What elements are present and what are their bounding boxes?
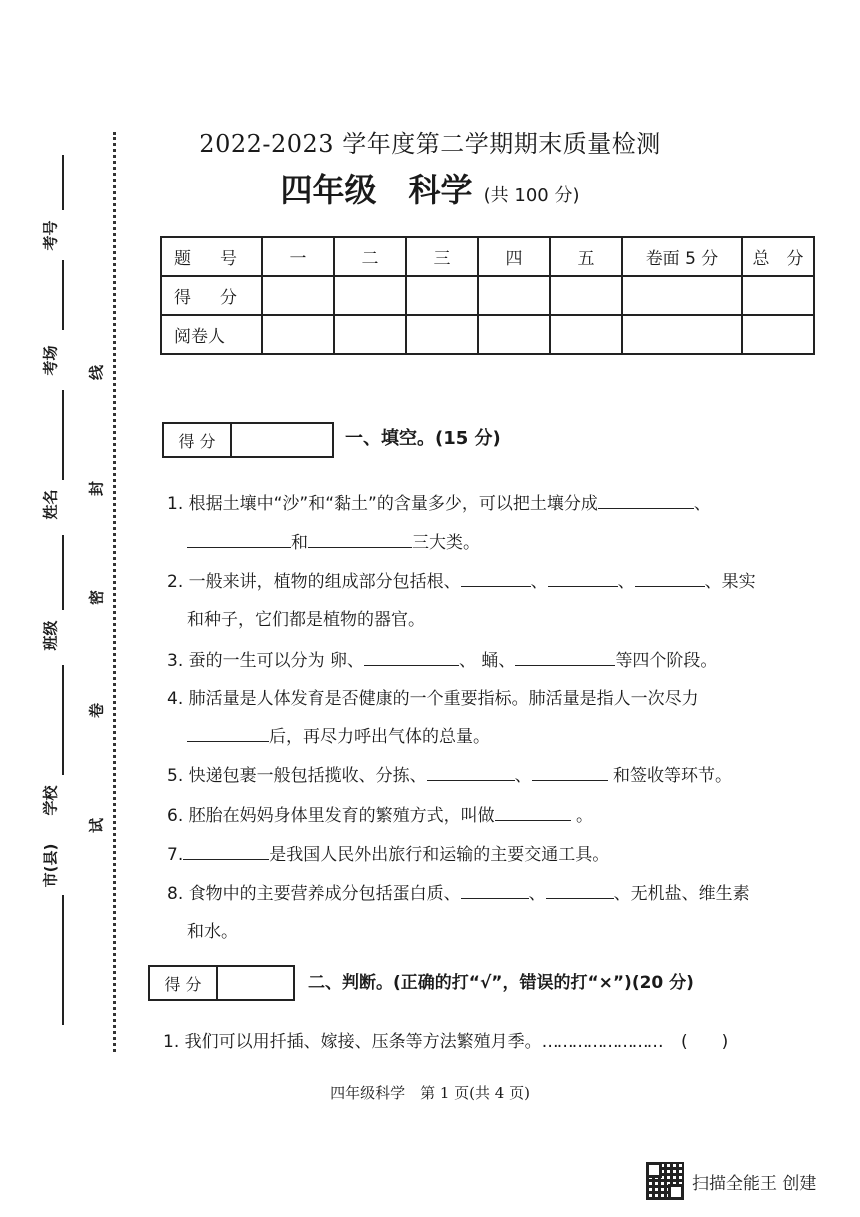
exam-room-line [62,260,64,330]
score-cell[interactable] [406,276,478,315]
answer-bracket[interactable]: ( ) [681,1032,729,1052]
qr-code-icon [646,1162,684,1200]
question-7: 7. 是我国人民外出旅行和运输的主要交通工具。 [167,845,610,865]
section2-score-label: 得 分 [150,967,218,999]
answer-blank[interactable] [187,725,269,742]
grader-cell[interactable] [550,315,622,354]
question-6: 6. 胚胎在妈妈身体里发育的繁殖方式，叫做 。 [167,806,594,826]
answer-blank[interactable] [548,570,618,587]
question-5: 5. 快递包裹一般包括揽收、分拣、 、 和签收等环节。 [167,766,733,786]
section1-score-input[interactable] [232,424,332,456]
name-line [62,390,64,480]
row-label: 阅卷人 [161,315,262,354]
score-cell[interactable] [334,276,406,315]
grader-cell[interactable] [334,315,406,354]
header-cell: 一 [262,237,334,276]
seal-dotted-line [113,132,116,1052]
name-label: 姓名 [41,489,60,520]
scanner-watermark [646,1162,816,1200]
exam-number-label: 考号 [41,220,60,251]
answer-blank[interactable] [427,764,515,781]
header-cell: 五 [550,237,622,276]
seal-char-paper: 卷 [87,703,106,719]
score-table-header-row [161,237,814,276]
class-label: 班级 [41,620,60,651]
school-label: 学校 [41,785,60,816]
header-cell: 三 [406,237,478,276]
grade-subject: 四年级 科学 [280,171,473,209]
seal-char-seal: 封 [87,481,106,497]
page-footer: 四年级科学 第 1 页(共 4 页) [330,1084,530,1102]
question-8: 8. 食物中的主要营养成分包括蛋白质、 、 、无机盐、维生素 [167,884,750,904]
grade-subject-title [0,165,860,211]
question-1: 1. 根据土壤中“沙”和“黏土”的含量多少，可以把土壤分成 、 [167,494,711,514]
score-cell[interactable] [742,276,814,315]
grader-cell[interactable] [622,315,742,354]
grader-cell[interactable] [742,315,814,354]
answer-blank[interactable] [187,531,291,548]
question-4-cont: 后，再尽力呼出气体的总量。 [187,722,490,747]
section2-title: 二、判断。(正确的打“√”，错误的打“×”)(20 分) [308,973,694,993]
class-line [62,535,64,610]
header-cell: 总 分 [742,237,814,276]
row-label: 得 分 [161,276,262,315]
answer-blank[interactable] [183,843,269,860]
question-2-cont: 和种子，它们都是植物的器官。 [187,610,425,630]
seal-char-line: 线 [87,365,106,381]
question-8-cont: 和水。 [187,922,238,942]
section2-score-box [148,965,295,1001]
answer-blank[interactable] [532,764,608,781]
school-line [62,665,64,775]
answer-blank[interactable] [515,649,615,666]
answer-blank[interactable] [546,882,614,899]
question-4: 4. 肺活量是人体发育是否健康的一个重要指标。肺活量是指人一次尽力 [167,689,699,709]
question-3: 3. 蚕的一生可以分为 卵、 、 蛹、 等四个阶段。 [167,651,718,671]
score-table [160,236,815,355]
score-row [161,276,814,315]
grader-cell[interactable] [262,315,334,354]
header-cell: 二 [334,237,406,276]
answer-blank[interactable] [461,882,529,899]
question-1-cont: 和 三大类。 [187,528,480,553]
answer-blank[interactable] [635,570,705,587]
score-cell[interactable] [478,276,550,315]
header-cell: 卷面 5 分 [622,237,742,276]
answer-blank[interactable] [598,492,694,509]
section2-score-input[interactable] [218,967,293,999]
answer-blank[interactable] [364,649,459,666]
question-2: 2. 一般来讲，植物的组成部分包括根、 、 、 、果实 [167,572,756,592]
exam-room-label: 考场 [41,345,60,376]
watermark-text: 扫描全能王 创建 [692,1173,817,1194]
header-cell: 题 号 [161,237,262,276]
city-county-line [62,895,64,1025]
city-county-label: 市(县) [41,843,60,888]
score-cell[interactable] [262,276,334,315]
section1-score-label: 得 分 [164,424,232,456]
seal-char-test: 试 [87,818,106,834]
answer-blank[interactable] [495,804,571,821]
dot-leader: …………………… [541,1032,662,1052]
total-score-note: (共 100 分) [483,185,580,206]
section1-title: 一、填空。(15 分) [345,428,501,449]
score-cell[interactable] [622,276,742,315]
answer-blank[interactable] [308,531,412,548]
section1-score-box [162,422,334,458]
seal-char-secret: 密 [87,590,106,606]
header-cell: 四 [478,237,550,276]
judgment-question-1: 1. 我们可以用扦插、嫁接、压条等方法繁殖月季。…………………… ( ) [163,1032,729,1052]
grader-row [161,315,814,354]
grader-cell[interactable] [406,315,478,354]
grader-cell[interactable] [478,315,550,354]
exam-title: 2022-2023 学年度第二学期期末质量检测 [199,130,661,158]
score-cell[interactable] [550,276,622,315]
answer-blank[interactable] [461,570,531,587]
